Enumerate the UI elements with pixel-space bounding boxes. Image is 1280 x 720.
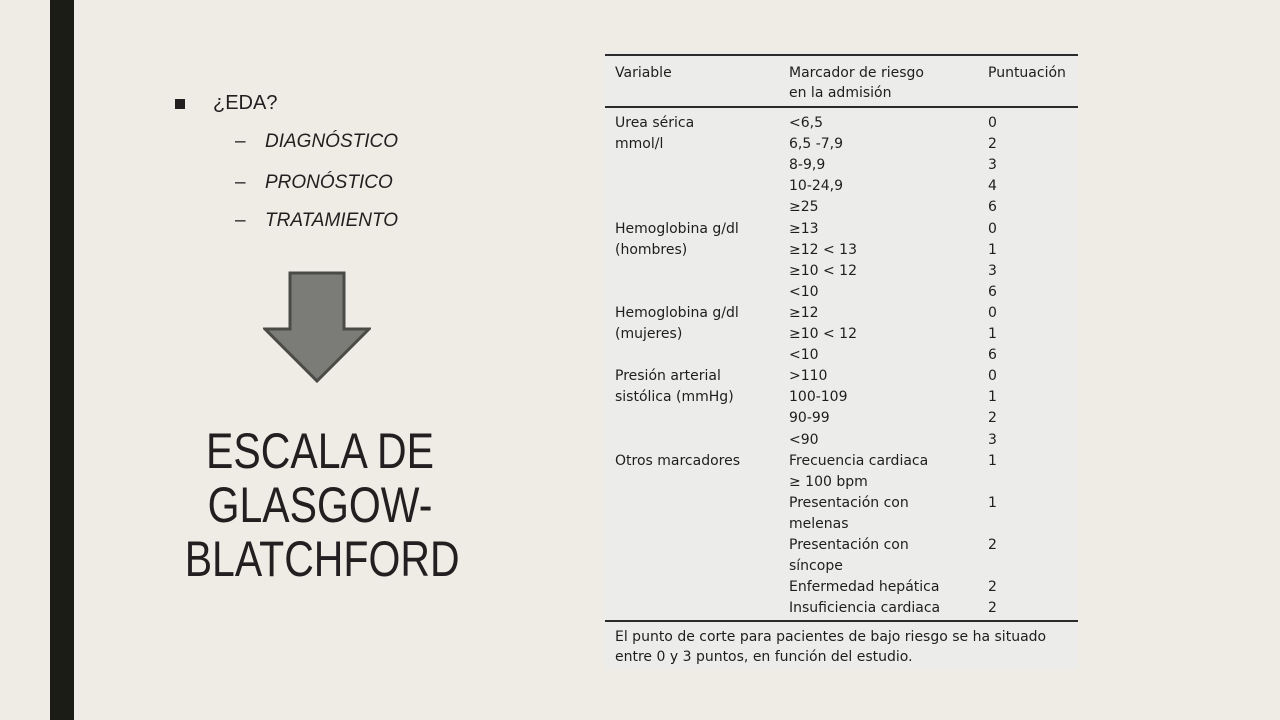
table-cell-variable: Hemoglobina g/dl	[615, 220, 739, 237]
table-cell-marker: ≥ 100 bpm	[789, 473, 868, 490]
table-cell-marker: melenas	[789, 515, 849, 532]
down-arrow-icon	[263, 271, 371, 383]
header-marker-line1: Marcador de riesgo	[789, 65, 924, 81]
table-cell-marker: <6,5	[789, 115, 823, 131]
table-cell-marker: ≥13	[789, 220, 819, 237]
table-cell-score: 2	[988, 136, 997, 153]
title-line-3: BLATCHFORD	[184, 531, 460, 587]
table-cell-score: 1	[988, 389, 997, 406]
dash-icon: –	[235, 172, 246, 193]
table-cell-score: 0	[988, 220, 997, 237]
square-bullet-icon	[175, 99, 185, 109]
table-cell-marker: <90	[789, 431, 819, 448]
table-cell-marker: Presentación con	[789, 494, 909, 511]
glasgow-blatchford-table	[605, 52, 1078, 669]
table-cell-variable: Otros marcadores	[615, 452, 741, 469]
table-cell-score: 0	[988, 115, 997, 131]
sub-bullet-tratamiento	[235, 210, 398, 232]
table-cell-marker: Enfermedad hepática	[789, 579, 940, 596]
table-cell-score: 1	[988, 326, 997, 342]
slide-title	[184, 423, 460, 587]
table-cell-score: 0	[988, 368, 997, 385]
table-cell-variable: sistólica (mmHg)	[615, 389, 734, 406]
bullet-list	[175, 92, 399, 231]
table-cell-variable: (hombres)	[615, 241, 688, 258]
table-cell-marker: ≥10 < 12	[789, 262, 857, 279]
table-cell-marker: síncope	[789, 558, 843, 575]
table-cell-score: 1	[988, 241, 997, 258]
bullet-main	[175, 92, 277, 115]
table-cell-score: 6	[988, 199, 997, 216]
table-cell-marker: ≥10 < 12	[789, 326, 857, 342]
table-footnote	[615, 627, 1046, 667]
sub-bullet-pronostico	[235, 172, 393, 194]
table-cell-variable: mmol/l	[615, 136, 664, 153]
table-cell-marker: 90-99	[789, 410, 830, 427]
table-cell-variable: (mujeres)	[615, 326, 683, 342]
table-bottom-rule	[605, 620, 1078, 622]
table-cell-marker: ≥12	[789, 304, 819, 321]
table-cell-score: 1	[988, 452, 997, 469]
footnote-line-2: entre 0 y 3 puntos, en función del estudio.	[615, 649, 913, 665]
title-line-1: ESCALA DE	[206, 423, 434, 479]
table-cell-marker: <10	[789, 283, 819, 300]
table-cell-score: 2	[988, 579, 997, 596]
table-cell-score: 6	[988, 347, 997, 364]
table-top-rule	[605, 54, 1078, 56]
header-marker	[789, 63, 924, 103]
dash-icon: –	[235, 131, 246, 152]
header-variable: Variable	[615, 65, 672, 81]
table-cell-marker: Presentación con	[789, 537, 909, 553]
footnote-line-1: El punto de corte para pacientes de bajo riesgo se ha situado	[615, 629, 1047, 645]
table-cell-score: 2	[988, 537, 997, 553]
table-cell-score: 0	[988, 304, 997, 321]
table-cell-score: 3	[988, 157, 997, 174]
sub-bullet-text: TRATAMIENTO	[265, 210, 398, 231]
header-marker-line2: en la admisión	[789, 85, 892, 101]
table-cell-marker: 10-24,9	[789, 178, 844, 195]
table-cell-marker: ≥25	[789, 199, 819, 216]
table-cell-score: 2	[988, 410, 997, 427]
table-cell-score: 4	[988, 178, 997, 195]
dash-icon: –	[235, 210, 246, 231]
title-line-2: GLASGOW-	[207, 477, 433, 533]
bullet-main-text: ¿EDA?	[213, 92, 278, 114]
table-cell-score: 3	[988, 262, 997, 279]
table-cell-score: 3	[988, 431, 997, 448]
side-accent-bar	[50, 0, 74, 720]
table-cell-marker: 6,5 -7,9	[789, 136, 844, 153]
table-cell-marker: ≥12 < 13	[789, 241, 857, 258]
table-cell-score: 2	[988, 600, 997, 617]
table-cell-marker: 8-9,9	[789, 157, 826, 174]
table-cell-marker: 100-109	[789, 389, 848, 406]
table-cell-variable: Urea sérica	[615, 115, 695, 131]
sub-bullet-text: DIAGNÓSTICO	[265, 131, 399, 152]
table-cell-marker: <10	[789, 347, 819, 364]
table-cell-variable: Hemoglobina g/dl	[615, 304, 739, 321]
table-cell-score: 1	[988, 494, 997, 511]
table-cell-marker: Frecuencia cardiaca	[789, 452, 929, 469]
table-cell-marker: Insuficiencia cardiaca	[789, 600, 941, 617]
table-cell-marker: >110	[789, 368, 828, 385]
sub-bullet-diagnostico	[235, 131, 398, 153]
table-cell-score: 6	[988, 283, 997, 300]
sub-bullet-text: PRONÓSTICO	[265, 172, 393, 193]
header-score: Puntuación	[988, 65, 1066, 81]
table-cell-variable: Presión arterial	[615, 368, 721, 385]
table-header-rule	[605, 106, 1078, 108]
